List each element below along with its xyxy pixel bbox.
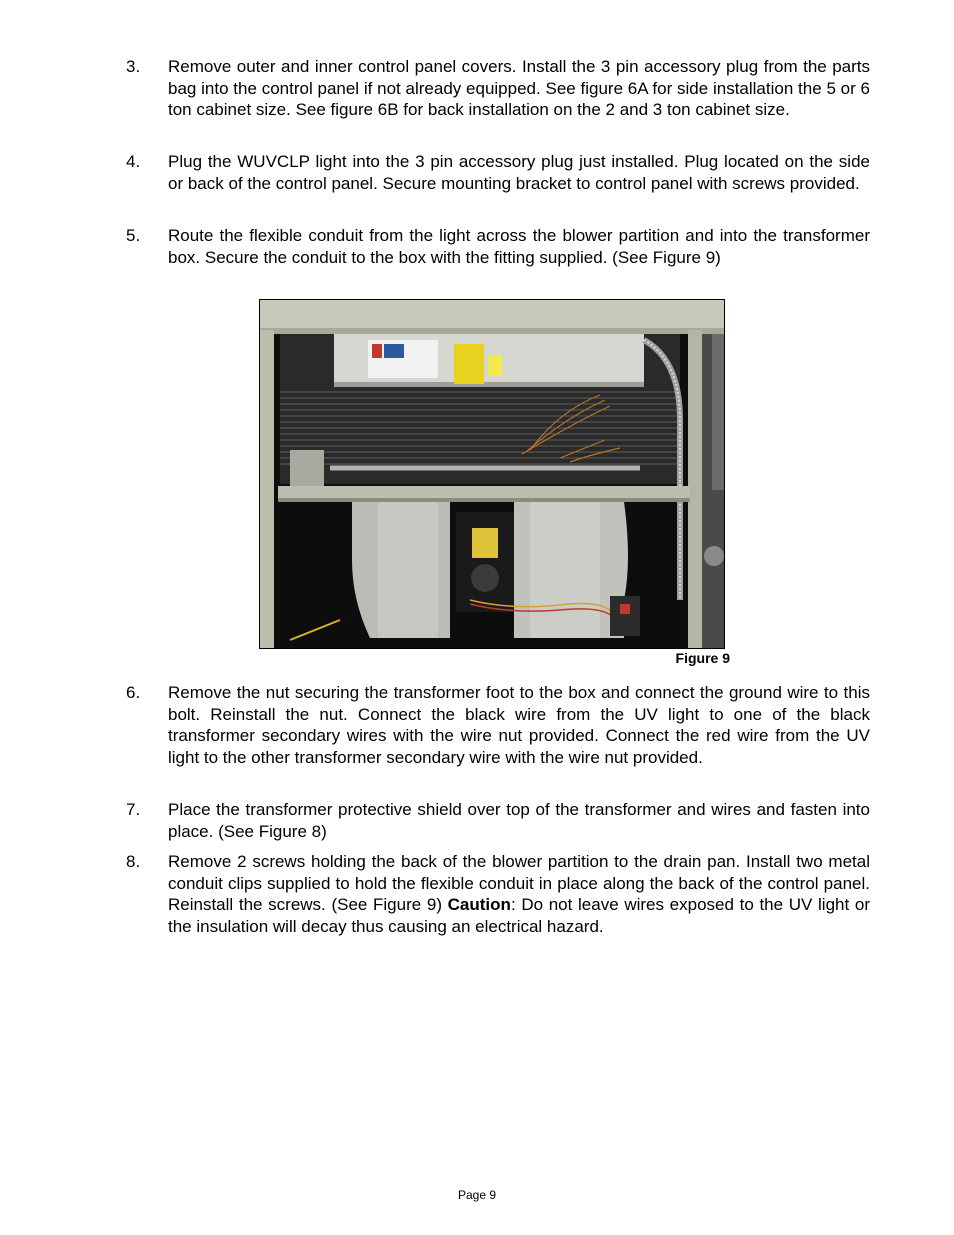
step-number: 4. bbox=[126, 152, 141, 171]
step-text: Plug the WUVCLP light into the 3 pin accessory plug just installed. Plug located on the side or back of the control panel. Secure mounting bracket to control panel with screws provided. bbox=[168, 152, 870, 193]
figure-9-photo bbox=[259, 299, 725, 649]
step-5 bbox=[126, 225, 870, 268]
step-number: 3. bbox=[126, 57, 141, 76]
step-text: Route the flexible conduit from the light across the blower partition and into the transformer box. Secure the conduit to the box with the fitting supplied. (See Figure 9) bbox=[168, 226, 870, 267]
page-number: Page 9 bbox=[457, 1188, 497, 1202]
step-text-part: : Do not leave wires exposed to the UV light or the insulation will decay thus causing an electrical hazard. bbox=[168, 895, 870, 936]
step-text bbox=[168, 851, 870, 937]
step-3 bbox=[126, 56, 870, 121]
step-number: 8. bbox=[126, 852, 141, 871]
step-text: Place the transformer protective shield over top of the transformer and wires and fasten into place. (See Figure 8) bbox=[168, 800, 870, 841]
step-6 bbox=[126, 682, 870, 768]
step-8 bbox=[126, 851, 870, 937]
step-text: Remove the nut securing the transformer foot to the box and connect the ground wire to this bolt. Reinstall the nut. Connect the black wire from the UV light to one of the black transformer secondary wires with the wire nut provided. Connect the red wire from the UV light to the other transformer secondary wire with the wire nut provided. bbox=[168, 683, 870, 767]
step-4 bbox=[126, 151, 870, 194]
step-number: 5. bbox=[126, 226, 141, 245]
step-number: 6. bbox=[126, 683, 141, 702]
step-text-part: Remove 2 screws holding the back of the blower partition to the drain pan. Install two metal conduit clips supplied to hold the flexible conduit in place along the back of the control panel. Reinstall the screws. (See Figure 9) bbox=[168, 852, 870, 915]
step-number: 7. bbox=[126, 800, 141, 819]
figure-caption: Figure 9 bbox=[675, 650, 730, 666]
caution-label: Caution bbox=[447, 895, 511, 915]
step-text: Remove outer and inner control panel covers. Install the 3 pin accessory plug from the parts bag into the control panel if not already equipped. See figure 6A for side installation the 5 or 6 ton cabinet size. See figure 6B for back installation on the 2 and 3 ton cabinet size. bbox=[168, 57, 870, 120]
step-7 bbox=[126, 799, 870, 842]
